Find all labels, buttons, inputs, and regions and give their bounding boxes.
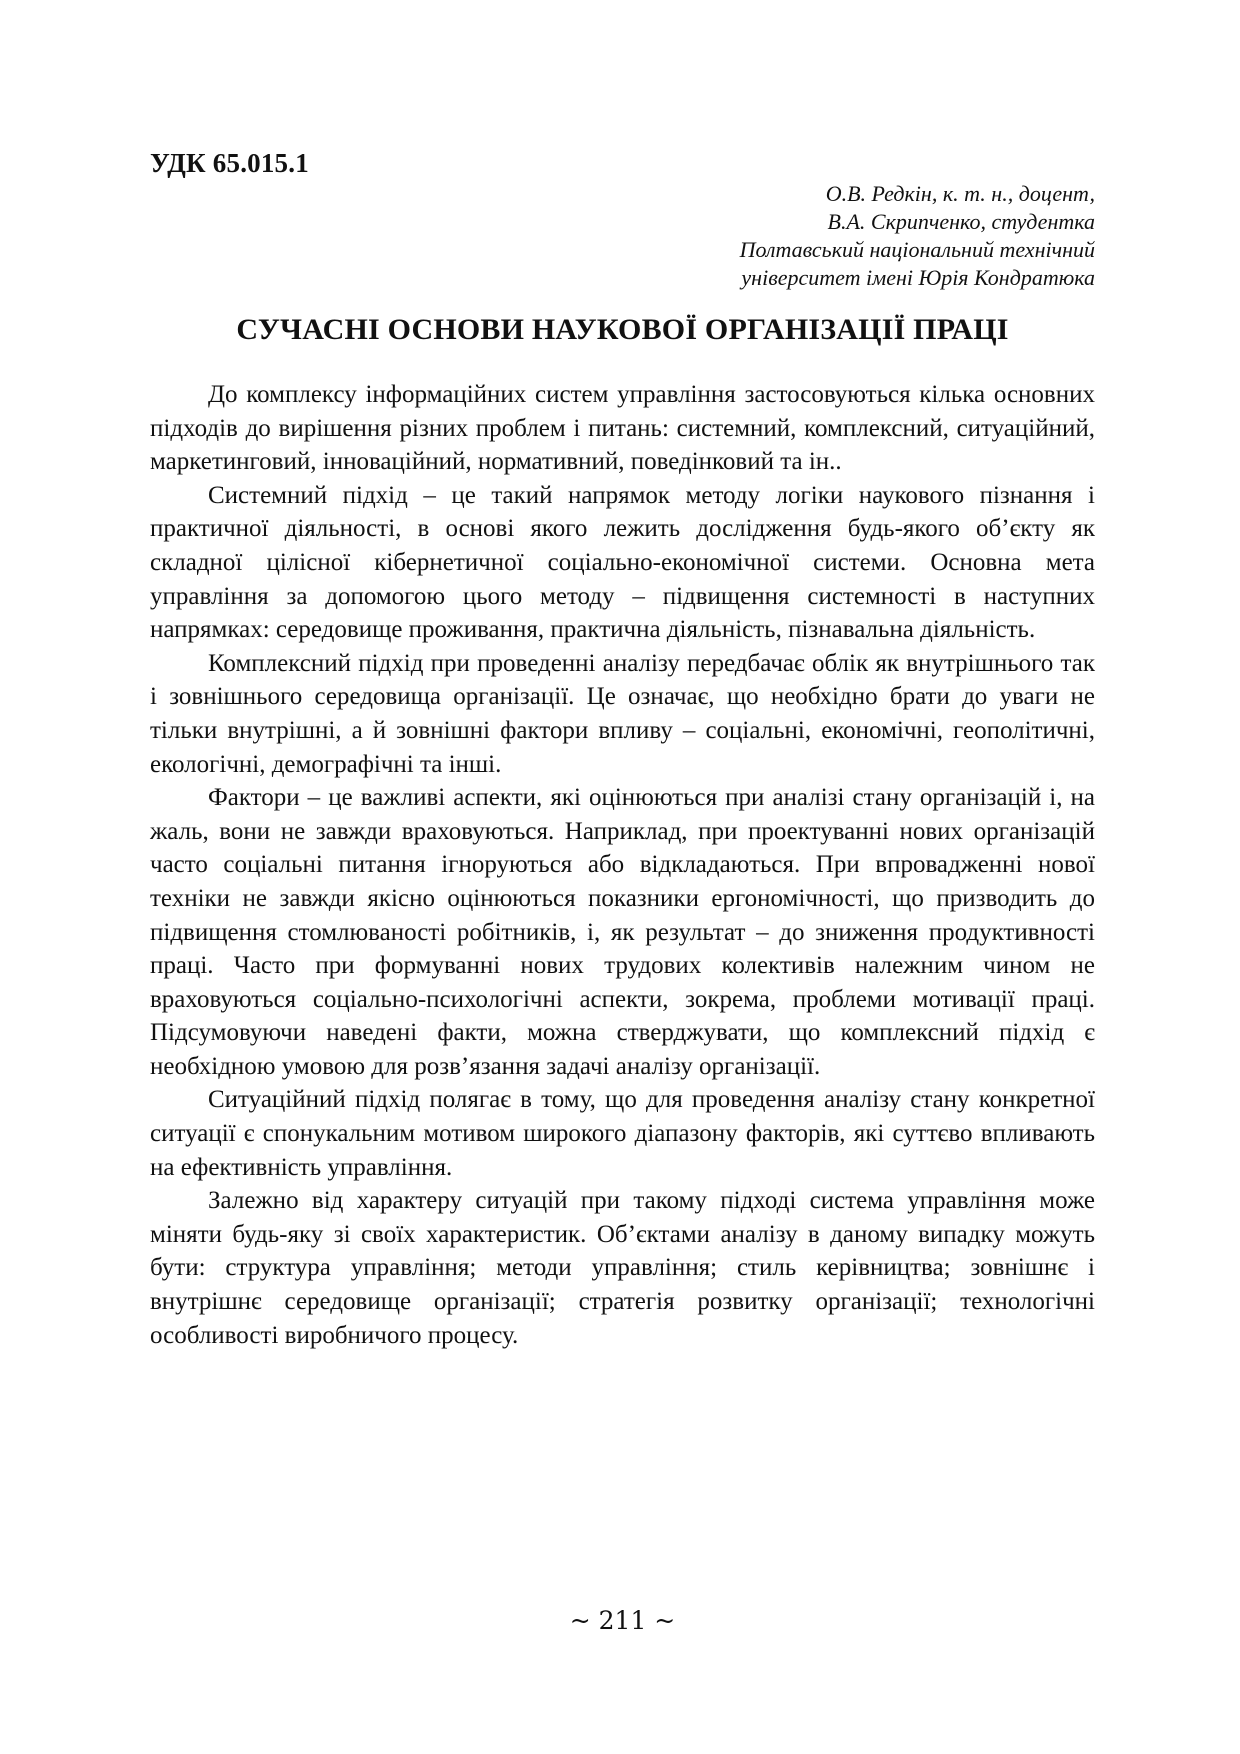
udk-code: УДК 65.015.1 xyxy=(150,148,309,178)
paragraph-3: Комплексний підхід при проведенні аналізу передбачає облік як внутрішнього так і зовнішнього середовища організації. Це означає, що необхідно брати до уваги не тільки внутрішні, а й зовнішні фактори впливу – соціальні, економічні, геополітичні, екологічні, демографічні та інші. xyxy=(150,649,1095,778)
author-block xyxy=(740,180,1095,292)
paragraph-5: Ситуаційний підхід полягає в тому, що для проведення аналізу стану конкретної ситуації є спонукальним мотивом широкого діапазону факторів, які суттєво впливають на ефективність управління. xyxy=(150,1086,1095,1181)
paragraph-1: До комплексу інформаційних систем управління застосовуються кілька основних підходів до вирішення різних проблем і питань: системний, комплексний, ситуаційний, маркетинговий, інноваційний, нормативний, поведінковий та ін.. xyxy=(150,381,1095,476)
page-number: ~ 211 ~ xyxy=(569,1606,676,1635)
paragraph-6: Залежно від характеру ситуацій при такому підході система управління може міняти будь-яку зі своїх характеристик. Об’єктами аналізу в даному випадку можуть бути: структура управління; методи управління; стиль керівництва; зовнішнє і внутрішнє середовище організації; стратегія розвитку організації; технологічні особливості виробничого процесу. xyxy=(150,1187,1095,1349)
paragraph-4: Фактори – це важливі аспекти, які оцінюються при аналізі стану організацій і, на жаль, вони не завжди враховуються. Наприклад, при проектуванні нових організацій часто соціальні питання ігноруються або відкладаються. При впровадженні нової техніки не завжди якісно оцінюються показники ергономічності, що призводить до підвищення стомлюваності робітників, і, як результат – до зниження продуктивності праці. Часто при формуванні нових трудових колективів належним чином не враховуються соціально-психологічні аспекти, зокрема, проблеми мотивації праці. Підсумовуючи наведені факти, можна стверджувати, що комплексний підхід є необхідною умовою для розв’язання задачі аналізу організації. xyxy=(150,784,1095,1080)
affiliation-line-2: університет імені Юрія Кондратюка xyxy=(741,265,1095,290)
article-title: СУЧАСНІ ОСНОВИ НАУКОВОЇ ОРГАНІЗАЦІЇ ПРАЦІ xyxy=(236,313,1009,346)
paragraph-2: Системний підхід – це такий напрямок методу логіки наукового пізнання і практичної діяльності, в основі якого лежить дослідження будь-якого об’єкту як складної цілісної кібернетичної соціально-економічної системи. Основна мета управління за допомогою цього методу – підвищення системності в наступних напрямках: середовище проживання, практична діяльність, пізнавальна діяльність. xyxy=(150,481,1095,644)
author-line-2: В.А. Скрипченко, студентка xyxy=(827,209,1095,234)
affiliation-line-1: Полтавський національний технічний xyxy=(739,237,1095,262)
author-line-1: О.В. Редкін, к. т. н., доцент, xyxy=(825,181,1095,206)
document-page xyxy=(150,0,1095,1754)
article-body xyxy=(150,378,1095,1352)
